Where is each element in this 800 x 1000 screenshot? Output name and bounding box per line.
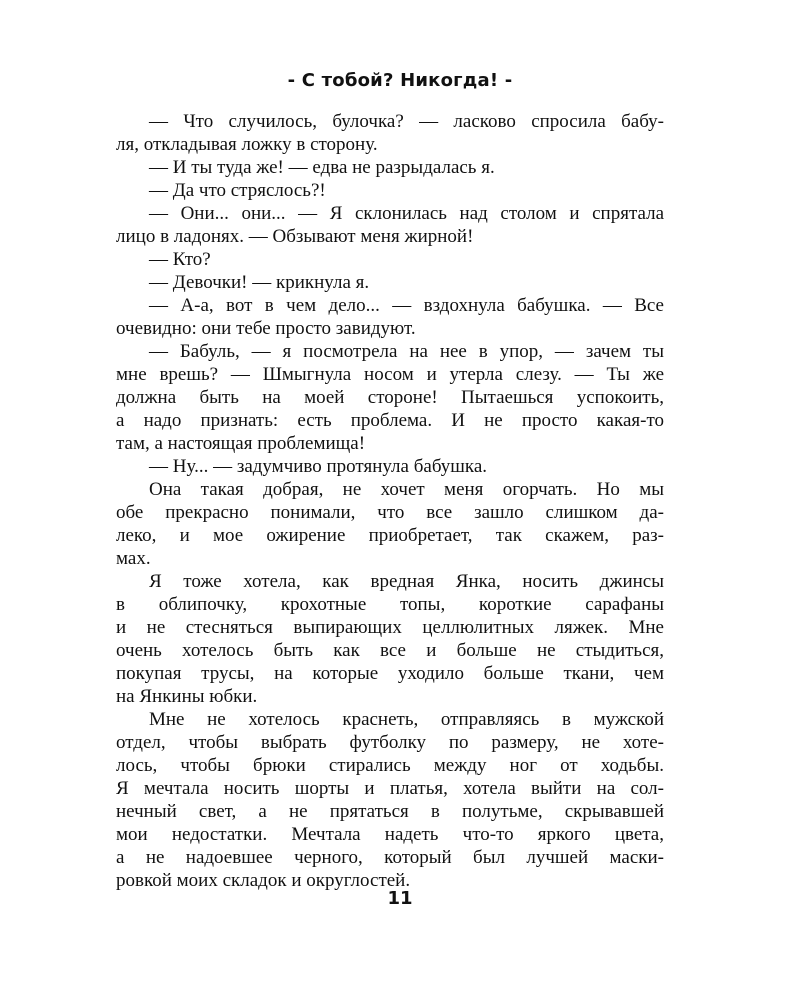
text-line: очень хотелось быть как все и больше не стыдиться,: [116, 640, 664, 661]
text-line: Я тоже хотела, как вредная Янка, носить джинсы: [149, 571, 664, 592]
body-text: [116, 110, 664, 892]
text-line: Я мечтала носить шорты и платья, хотела выйти на сол-: [116, 778, 664, 799]
text-line: нечный свет, а не прятаться в полутьме, скрывавшей: [116, 801, 664, 822]
text-line: — Ну... — задумчиво протянула бабушка.: [149, 456, 488, 477]
text-line: покупая трусы, на которые уходило больше ткани, чем: [116, 663, 664, 684]
text-line: обе прекрасно понимали, что все зашло слишком да-: [116, 502, 664, 523]
text-line: Мне не хотелось краснеть, отправляясь в мужской: [149, 709, 664, 730]
text-line: — И ты туда же! — едва не разрыдалась я.: [149, 157, 495, 178]
text-line: должна быть на моей стороне! Пытаешься успокоить,: [116, 387, 664, 408]
text-line: мах.: [116, 548, 151, 569]
text-line: мне врешь? — Шмыгнула носом и утерла слезу. — Ты же: [116, 364, 664, 385]
text-line: — Они... они... — Я склонилась над столом и спрятала: [149, 203, 664, 224]
text-line: Она такая добрая, не хочет меня огорчать. Но мы: [149, 479, 664, 500]
text-line: отдел, чтобы выбрать футболку по размеру, не хоте-: [116, 732, 664, 753]
text-line: очевидно: они тебе просто завидуют.: [116, 318, 416, 339]
text-line: ля, откладывая ложку в сторону.: [116, 134, 378, 155]
text-line: — Да что стряслось?!: [149, 180, 326, 201]
text-line: — Бабуль, — я посмотрела на нее в упор, — зачем ты: [149, 341, 664, 362]
text-line: — Что случилось, булочка? — ласково спросила бабу-: [149, 111, 664, 132]
page-number: 11: [387, 888, 413, 909]
text-line: и не стесняться выпирающих целлюлитных ляжек. Мне: [116, 617, 664, 638]
text-line: лицо в ладонях. — Обзывают меня жирной!: [116, 226, 474, 247]
text-line: в облипочку, крохотные топы, короткие сарафаны: [116, 594, 664, 615]
text-line: а не надоевшее черного, который был лучшей маски-: [116, 847, 664, 868]
text-line: — Девочки! — крикнула я.: [149, 272, 370, 293]
text-line: лось, чтобы брюки стирались между ног от ходьбы.: [116, 755, 664, 776]
text-line: — Кто?: [149, 249, 211, 270]
text-line: — А-а, вот в чем дело... — вздохнула бабушка. — Все: [149, 295, 664, 316]
text-line: ровкой моих складок и округлостей.: [116, 870, 411, 891]
text-line: на Янкины юбки.: [116, 686, 258, 707]
text-line: там, а настоящая проблемища!: [116, 433, 366, 454]
running-title: - С тобой? Никогда! -: [287, 70, 513, 91]
text-line: а надо признать: есть проблема. И не просто какая-то: [116, 410, 664, 431]
text-line: мои недостатки. Мечтала надеть что-то яркого цвета,: [116, 824, 664, 845]
text-line: леко, и мое ожирение приобретает, так скажем, раз-: [116, 525, 664, 546]
